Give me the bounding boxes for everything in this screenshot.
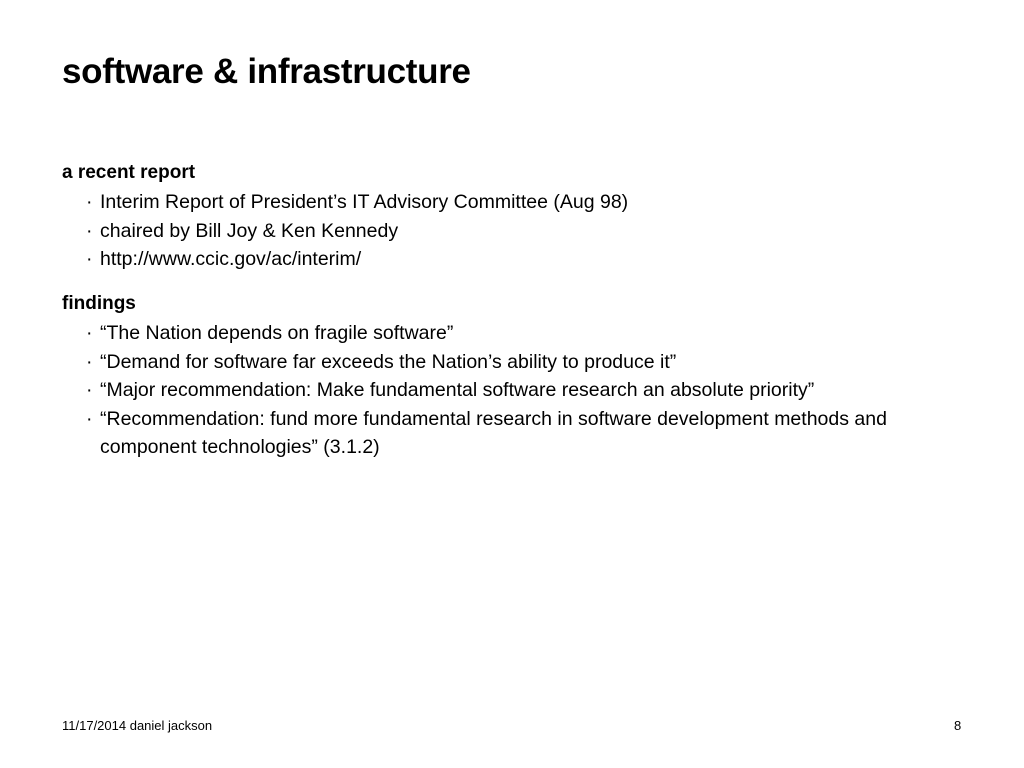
- bullet-link-text: http://www.ccic.gov/ac/interim/: [100, 248, 362, 270]
- section-findings: [62, 291, 982, 462]
- page-number: 8: [954, 718, 962, 733]
- footer-date-author: 11/17/2014 daniel jackson: [62, 718, 213, 733]
- bullet-dot-icon: ·: [86, 350, 93, 373]
- bullet-dot-icon: ·: [86, 322, 93, 344]
- bullet-dot-icon: ·: [86, 407, 93, 430]
- bullet-item: [62, 245, 982, 274]
- bullet-item: [62, 376, 982, 405]
- bullet-text: “Recommendation: fund more fundamental research in software development methods and component technologies” (3.1.2): [100, 407, 887, 458]
- bullet-item: [62, 319, 982, 348]
- bullet-dot-icon: ·: [86, 219, 93, 242]
- bullet-list: [62, 188, 982, 274]
- section-recent-report: [62, 160, 982, 274]
- bullet-text: “The Nation depends on fragile software”: [100, 322, 454, 344]
- bullet-list: [62, 319, 982, 462]
- bullet-item: [62, 217, 982, 246]
- bullet-text: Interim Report of President’s IT Advisory Committee (Aug 98): [100, 191, 629, 213]
- bullet-dot-icon: ·: [86, 191, 93, 213]
- bullet-item: [62, 348, 982, 377]
- slide-title: software & infrastructure: [62, 52, 471, 91]
- bullet-text: “Major recommendation: Make fundamental software research an absolute priority”: [100, 379, 815, 401]
- bullet-item: [62, 405, 982, 462]
- bullet-text: “Demand for software far exceeds the Nation’s ability to produce it”: [100, 350, 677, 373]
- bullet-item: [62, 188, 982, 217]
- section-heading: findings: [62, 293, 136, 314]
- bullet-dot-icon: ·: [86, 248, 93, 270]
- bullet-text: chaired by Bill Joy & Ken Kennedy: [100, 219, 399, 242]
- section-heading: a recent report: [62, 162, 196, 183]
- bullet-dot-icon: ·: [86, 379, 93, 401]
